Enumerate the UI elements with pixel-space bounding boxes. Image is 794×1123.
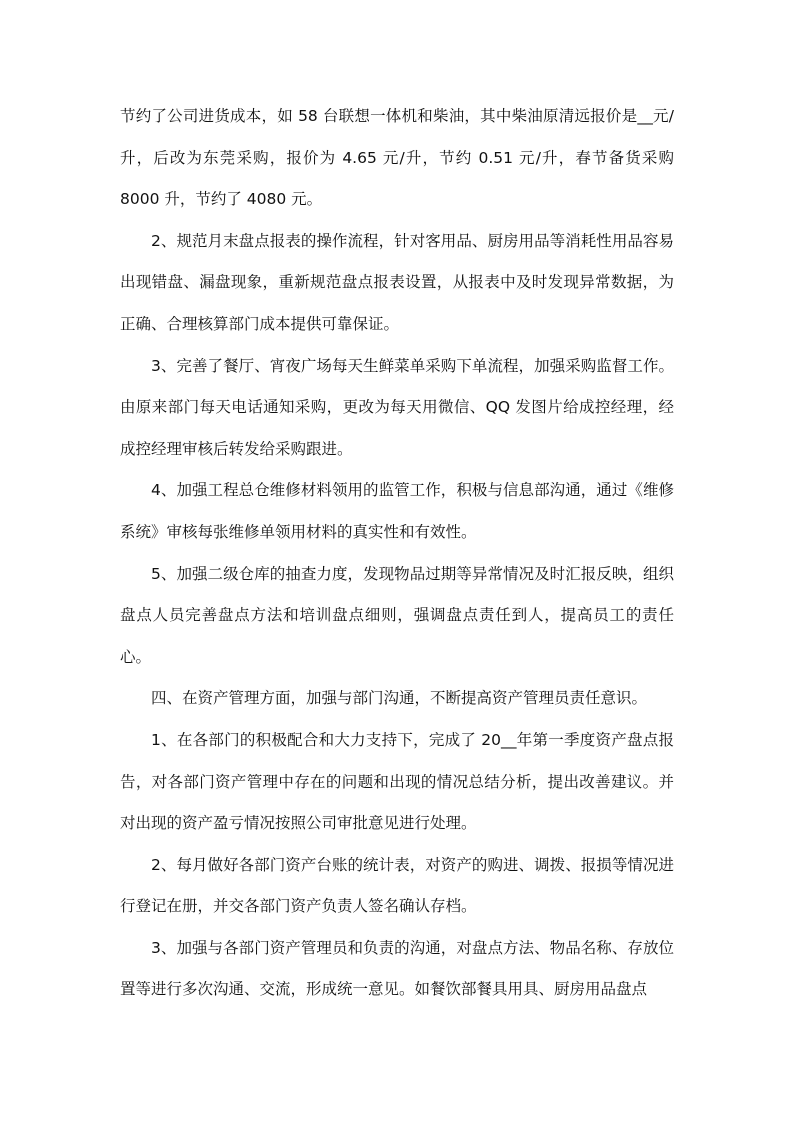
paragraph-asset-item-3: 3、加强与各部门资产管理员和负责的沟通，对盘点方法、物品名称、存放位置等进行多次沟通、交流，形成统一意见。如餐饮部餐具用具、厨房用品盘点 bbox=[120, 938, 674, 999]
paragraph-asset-item-1: 1、在各部门的积极配合和大力支持下，完成了 20__年第一季度资产盘点报告，对各部门资产管理中存在的问题和出现的情况总结分析，提出改善建议。并对出现的资产盈亏情况按照公司审批意见进行处理。 bbox=[120, 730, 674, 833]
document-body bbox=[120, 96, 674, 1011]
paragraph-item-5-secondary-warehouse: 5、加强二级仓库的抽查力度，发现物品过期等异常情况及时汇报反映，组织盘点人员完善盘点方法和培训盘点细则，强调盘点责任到人，提高员工的责任心。 bbox=[120, 564, 674, 666]
section-heading-asset-management: 四、在资产管理方面，加强与部门沟通，不断提高资产管理员责任意识。 bbox=[151, 689, 648, 708]
paragraph-item-3-procurement-process: 3、完善了餐厅、宵夜广场每天生鲜菜单采购下单流程，加强采购监督工作。由原来部门每天电话通知采购，更改为每天用微信、QQ 发图片给成控经理，经成控经理审核后转发给采购跟进。 bbox=[120, 356, 674, 458]
paragraph-cost-saving-continued: 节约了公司进货成本，如 58 台联想一体机和柴油，其中柴油原清远报价是__元/升，后改为东莞采购，报价为 4.65 元/升，节约 0.51 元/升，春节备货采购 8000 升，节约了 4080 元。 bbox=[120, 107, 674, 209]
paragraph-item-2-inventory-report: 2、规范月末盘点报表的操作流程，针对客用品、厨房用品等消耗性用品容易出现错盘、漏盘现象，重新规范盘点报表设置，从报表中及时发现异常数据，为正确、合理核算部门成本提供可靠保证。 bbox=[120, 231, 674, 333]
paragraph-asset-item-2: 2、每月做好各部门资产台账的统计表，对资产的购进、调拨、报损等情况进行登记在册，并交各部门资产负责人签名确认存档。 bbox=[120, 855, 674, 916]
paragraph-item-4-engineering-warehouse: 4、加强工程总仓维修材料领用的监管工作，积极与信息部沟通，通过《维修系统》审核每张维修单领用材料的真实性和有效性。 bbox=[120, 481, 674, 541]
